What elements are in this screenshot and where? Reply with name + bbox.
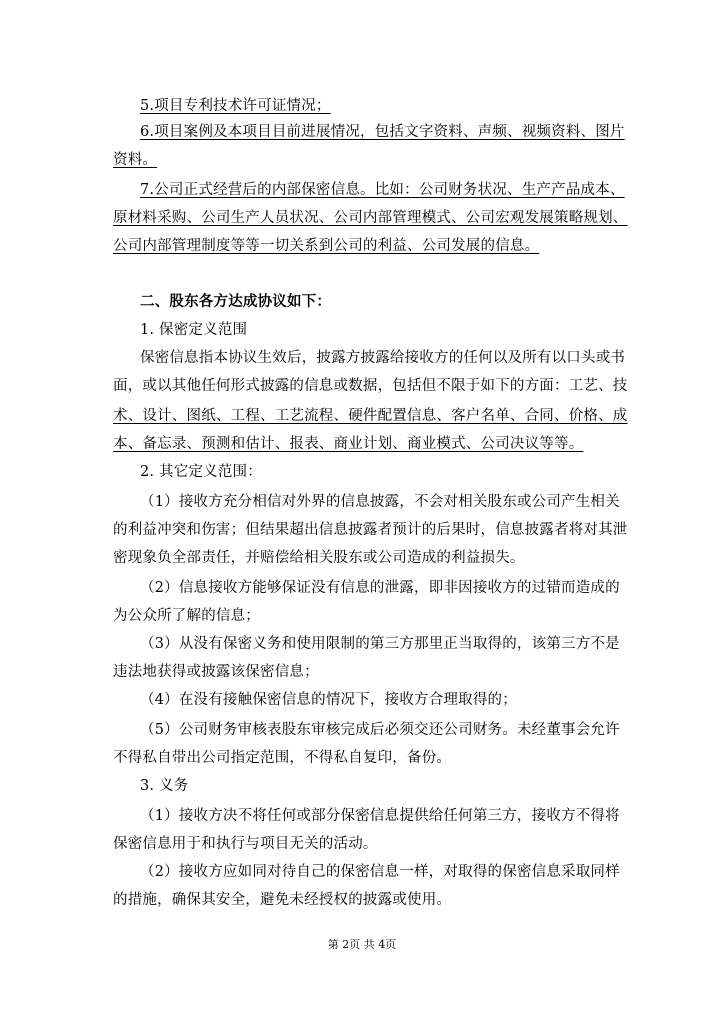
text-line: 保密信息指本协议生效后，披露方披露给接收方的任何以及所有以口头或书 [140, 350, 626, 366]
text-line: 5.项目专利技术许可证情况； [140, 98, 331, 114]
text-line: 公司内部管理制度等等一切关系到公司的利益、公司发展的信息。 [113, 238, 540, 254]
page-footer: 第 2页 共 4页 [327, 938, 397, 951]
text-line: 原材料采购、公司生产人员状况、公司内部管理模式、公司宏观发展策略规划、 [113, 210, 628, 226]
text-line: 保密信息用于和执行与项目无关的活动。 [113, 836, 378, 852]
text-line: （1）接收方充分相信对外界的信息披露，不会对相关股东或公司产生相关 [140, 494, 620, 510]
text-line: 本、备忘录、预测和估计、报表、商业计划、商业模式、公司决议等等。 [113, 436, 584, 452]
text-line: （3）从没有保密义务和使用限制的第三方那里正当取得的，该第三方不是 [140, 636, 620, 652]
text-line: 的利益冲突和伤害；但结果超出信息披露者预计的后果时，信息披露者将对其泄 [113, 522, 628, 538]
text-line: 不得私自带出公司指定范围，不得私自复印，备份。 [113, 750, 452, 766]
text-line: 面，或以其他任何形式披露的信息或数据，包括但不限于如下的方面：工艺、技 [113, 378, 628, 394]
text-line: 2. 其它定义范围： [140, 464, 262, 480]
text-line: 为公众所了解的信息； [113, 608, 260, 624]
text-line: （5）公司财务审核表股东审核完成后必须交还公司财务。未经董事会允许 [140, 722, 620, 738]
text-line: 密现象负全部责任，并赔偿给相关股东或公司造成的利益损失。 [113, 550, 525, 566]
text-line: （4）在没有接触保密信息的情况下，接收方合理取得的； [140, 692, 517, 708]
text-line: （2）接收方应如同对待自己的保密信息一样，对取得的保密信息采取同样 [140, 864, 620, 880]
text-line: 的措施，确保其安全，避免未经授权的披露或使用。 [113, 892, 452, 908]
text-line: （1）接收方决不将任何或部分保密信息提供给任何第三方，接收方不得将 [140, 808, 620, 824]
text-line: 6.项目案例及本项目目前进展情况，包括文字资料、声频、视频资料、图片 [140, 124, 625, 140]
text-line: 二、股东各方达成协议如下： [140, 293, 332, 310]
text-line: 7.公司正式经营后的内部保密信息。比如：公司财务状况、生产产品成本、 [140, 182, 625, 198]
text-line: （2）信息接收方能够保证没有信息的泄露，即非因接收方的过错而造成的 [140, 580, 620, 596]
text-line: 资料。 [113, 152, 158, 168]
text-line: 术、设计、图纸、工程、工艺流程、硬件配置信息、客户名单、合同、价格、成 [113, 408, 628, 424]
text-line: 违法地获得或披露该保密信息； [113, 664, 319, 680]
text-line: 3. 义务 [140, 778, 189, 794]
text-line: 1. 保密定义范围 [140, 322, 248, 338]
